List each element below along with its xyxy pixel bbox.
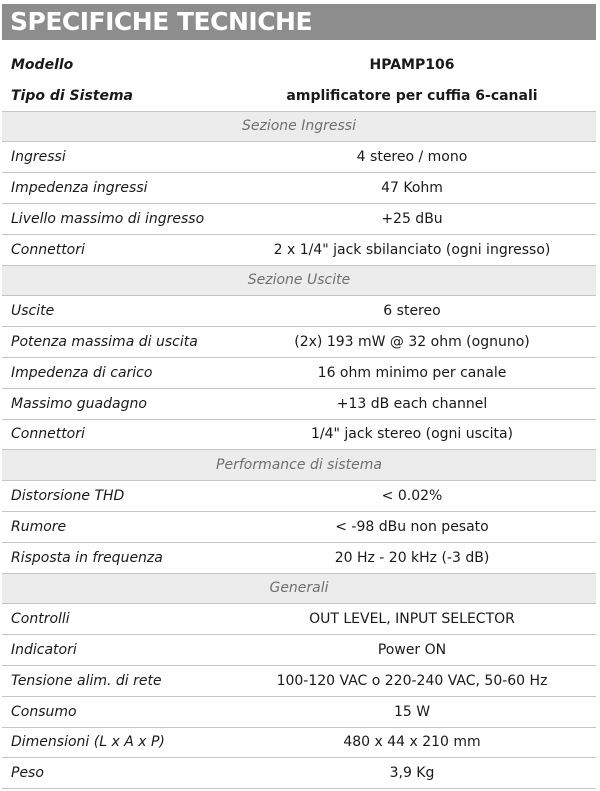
spec-value: HPAMP106 (369, 57, 455, 74)
spec-value: (2x) 193 mW @ 32 ohm (ognuno) (294, 334, 530, 351)
spec-label: Tensione alim. di rete (11, 672, 162, 689)
spec-label: Ingressi (11, 149, 66, 166)
spec-row (2, 420, 596, 451)
spec-row (2, 728, 596, 759)
spec-value: +25 dBu (381, 210, 443, 227)
section-title: Generali (269, 580, 329, 597)
spec-label: Consumo (11, 703, 77, 720)
spec-label: Peso (11, 765, 44, 782)
spec-label: Risposta in frequenza (11, 549, 163, 566)
spec-value: OUT LEVEL, INPUT SELECTOR (309, 611, 515, 628)
spec-row-model (2, 50, 596, 81)
spec-value: 100-120 VAC o 220-240 VAC, 50-60 Hz (276, 672, 548, 689)
section-header-general (2, 574, 596, 605)
spec-label: Impedenza ingressi (11, 180, 148, 197)
spec-value: 20 Hz - 20 kHz (-3 dB) (334, 549, 490, 566)
spec-row (2, 758, 596, 789)
spec-label: Livello massimo di ingresso (11, 210, 205, 227)
spec-label: Indicatori (11, 642, 77, 659)
spec-row-system-type (2, 81, 596, 112)
spec-row (2, 697, 596, 728)
spec-value: 47 Kohm (381, 180, 443, 197)
spec-value: 6 stereo (383, 303, 441, 320)
spec-value: amplificatore per cuffia 6-canali (286, 87, 538, 104)
spec-label: Modello (11, 57, 74, 74)
spec-row (2, 358, 596, 389)
spec-label: Distorsione THD (11, 488, 125, 505)
spec-row (2, 389, 596, 420)
spec-value: < -98 dBu non pesato (335, 518, 489, 535)
spec-value: 4 stereo / mono (356, 149, 468, 166)
spec-row (2, 635, 596, 666)
spec-row (2, 296, 596, 327)
spec-label: Connettori (11, 241, 85, 258)
spec-value: Power ON (377, 642, 447, 659)
spec-label: Dimensioni (L x A x P) (11, 734, 165, 751)
spec-table (2, 50, 596, 789)
spec-value: 480 x 44 x 210 mm (343, 734, 481, 751)
spec-value: 3,9 Kg (389, 765, 435, 782)
section-title: Sezione Ingressi (242, 118, 356, 135)
spec-row (2, 543, 596, 574)
spec-row (2, 142, 596, 173)
spec-row (2, 235, 596, 266)
spec-row (2, 481, 596, 512)
spec-label: Controlli (11, 611, 70, 628)
spec-label: Massimo guadagno (11, 395, 147, 412)
section-header-performance (2, 450, 596, 481)
section-header-outputs (2, 266, 596, 297)
spec-row (2, 327, 596, 358)
spec-row (2, 666, 596, 697)
spec-value: 2 x 1/4" jack sbilanciato (ogni ingresso) (273, 241, 551, 258)
spec-label: Impedenza di carico (11, 364, 153, 381)
spec-label: Uscite (11, 303, 55, 320)
spec-row (2, 173, 596, 204)
section-header-inputs (2, 112, 596, 143)
spec-row (2, 204, 596, 235)
page-title: SPECIFICHE TECNICHE (2, 4, 596, 40)
spec-label: Tipo di Sistema (11, 87, 133, 104)
spec-label: Connettori (11, 426, 85, 443)
spec-label: Potenza massima di uscita (11, 334, 198, 351)
spec-value: 1/4" jack stereo (ogni uscita) (310, 426, 514, 443)
spec-value: < 0.02% (381, 488, 443, 505)
spec-row (2, 512, 596, 543)
spec-row (2, 604, 596, 635)
spec-value: 15 W (393, 703, 431, 720)
spec-label: Rumore (11, 518, 67, 535)
section-title: Sezione Uscite (247, 272, 351, 289)
spec-value: 16 ohm minimo per canale (317, 364, 507, 381)
section-title: Performance di sistema (216, 457, 382, 474)
spec-value: +13 dB each channel (336, 395, 488, 412)
